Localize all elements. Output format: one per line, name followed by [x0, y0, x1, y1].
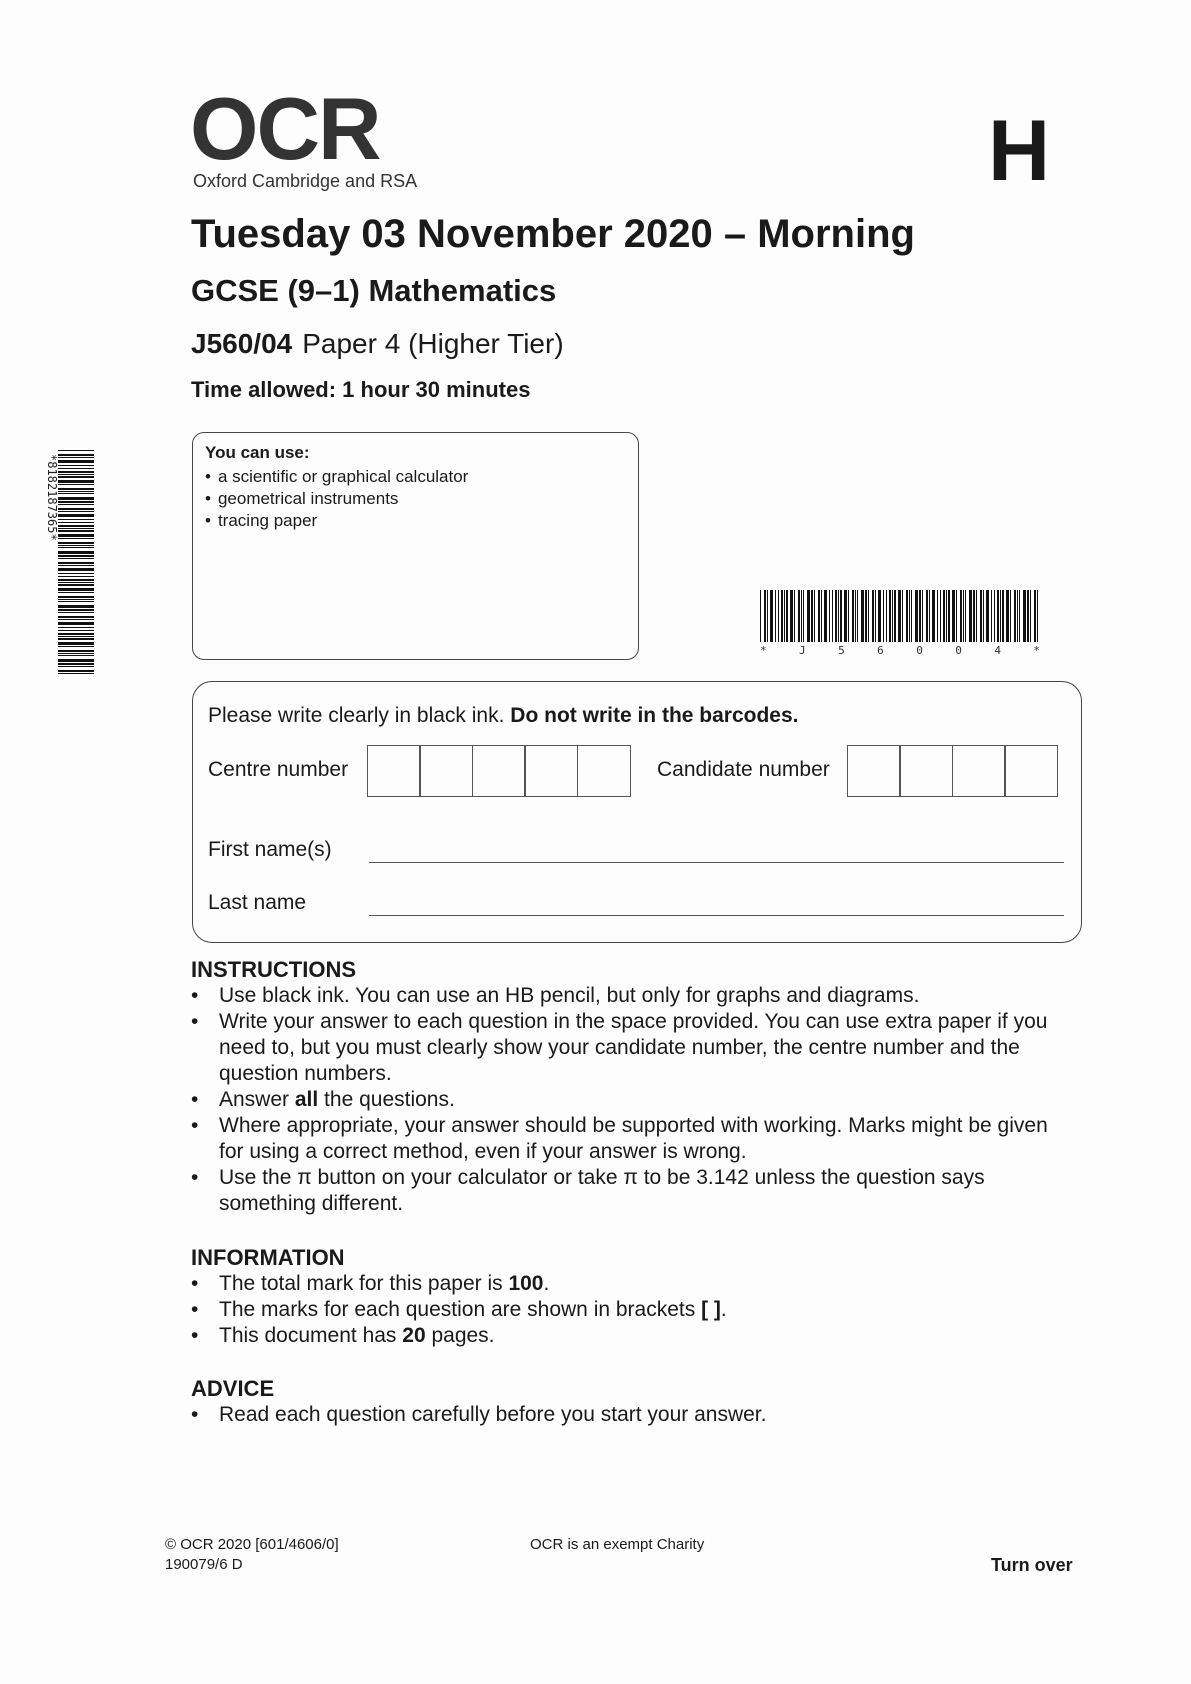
footer-charity: OCR is an exempt Charity [530, 1536, 705, 1553]
barcode-bar [1023, 590, 1026, 642]
barcode-bar [919, 590, 921, 642]
centre-number-cell[interactable] [419, 745, 473, 797]
barcode-bar [991, 590, 992, 642]
instructions-list [191, 983, 1071, 1217]
paper-code: J560/04 [191, 328, 293, 359]
write-notice [208, 704, 799, 728]
barcode-bar [983, 590, 984, 642]
barcode-bar [58, 508, 94, 510]
barcode-bar [58, 636, 94, 637]
barcode-bar [840, 590, 842, 642]
barcode-bar [857, 590, 858, 642]
barcode-bar [58, 619, 94, 620]
barcode-bar [875, 590, 876, 642]
barcode-bar [58, 493, 94, 494]
barcode-bar [58, 568, 94, 571]
information-heading: INFORMATION [191, 1245, 345, 1270]
barcode-bar [838, 590, 839, 642]
barcode-bar [58, 450, 94, 451]
barcode-bar [58, 488, 94, 490]
paper-barcode-graphic [760, 590, 1046, 656]
barcode-bar [798, 590, 800, 642]
equipment-item: • geometrical instruments [205, 488, 626, 510]
barcode-bar [58, 673, 94, 674]
barcode-bar [775, 590, 776, 642]
barcode-bar [58, 576, 94, 577]
barcode-bar [1000, 590, 1001, 642]
barcode-bar [1006, 590, 1009, 642]
barcode-bar [894, 590, 896, 642]
barcode-bar [58, 565, 94, 566]
barcode-bar [58, 596, 94, 598]
advice-item: • Read each question carefully before you start your answer. [191, 1402, 1071, 1428]
barcode-bar [58, 609, 94, 611]
barcode-bar [952, 590, 955, 642]
barcode-bar [878, 590, 881, 642]
barcode-bar [58, 465, 94, 466]
barcode-bar [829, 590, 830, 642]
barcode-bar [58, 491, 94, 492]
paper-title: Paper 4 (Higher Tier) [302, 328, 564, 359]
barcode-bar [994, 590, 995, 642]
barcode-bar [948, 590, 950, 642]
barcode-bar [58, 501, 94, 503]
barcode-bar [58, 653, 94, 654]
barcode-bar [794, 590, 795, 642]
barcode-bar [852, 590, 854, 642]
candidate-number-cell[interactable] [847, 745, 901, 797]
barcode-bar [58, 511, 94, 512]
barcode-bar [963, 590, 964, 642]
barcode-bar [58, 655, 94, 656]
barcode-bar [1010, 590, 1011, 642]
barcode-bar [58, 457, 94, 458]
advice-heading: ADVICE [191, 1376, 275, 1401]
barcode-bar [946, 590, 947, 642]
information-text: pages. [425, 1324, 495, 1347]
side-barcode [42, 450, 97, 678]
candidate-number-cell[interactable] [1004, 745, 1058, 797]
barcode-bar [821, 590, 822, 642]
barcode-bar [976, 590, 977, 642]
barcode-bar [786, 590, 788, 642]
candidate-number-cell[interactable] [952, 745, 1006, 797]
barcode-bar [848, 590, 849, 642]
barcode-bar [58, 528, 94, 529]
instruction-text: Answer [219, 1088, 295, 1111]
barcode-bar [58, 530, 94, 532]
barcode-bar [778, 590, 779, 642]
barcode-bar [943, 590, 945, 642]
barcode-bar [58, 612, 94, 613]
ocr-logo-graphic [190, 84, 450, 194]
paper-barcode-digits: * J 5 6 0 0 4 * [760, 644, 1040, 656]
time-allowed: Time allowed: 1 hour 30 minutes [191, 377, 531, 402]
barcode-bar [58, 663, 94, 665]
barcode-bar [58, 525, 94, 527]
barcode-bar [58, 551, 94, 554]
instruction-item [191, 1087, 1071, 1113]
centre-number-label: Centre number [208, 758, 349, 781]
instructions-heading: INSTRUCTIONS [191, 957, 356, 982]
subject-title: GCSE (9–1) Mathematics [191, 273, 557, 308]
information-text: The total mark for this paper is [219, 1272, 509, 1295]
barcode-bar [898, 590, 901, 642]
barcode-bar [960, 590, 962, 642]
barcode-bar [818, 590, 820, 642]
barcode-bar [58, 638, 94, 640]
barcode-bar [58, 454, 94, 456]
turn-over-label: Turn over [991, 1555, 1073, 1575]
barcode-bar [58, 555, 94, 557]
first-name-field[interactable] [369, 862, 1064, 863]
barcode-bar [915, 590, 918, 642]
barcode-bar [58, 588, 94, 591]
barcode-bar [58, 534, 94, 537]
barcode-bar [764, 590, 766, 642]
barcode-bar [58, 627, 94, 628]
barcode-bar [58, 558, 94, 559]
barcode-bar [803, 590, 804, 642]
barcode-bar [973, 590, 975, 642]
barcode-bar [58, 579, 94, 581]
barcode-bar [58, 592, 94, 593]
barcode-bar [58, 584, 94, 586]
barcode-bar [969, 590, 972, 642]
instruction-item: • Use the π button on your calculator or take π to be 3.142 unless the question says something different. [191, 1165, 1071, 1217]
barcode-bar [58, 630, 94, 631]
information-text: The marks for each question are shown in brackets [219, 1298, 702, 1321]
information-text: . [720, 1298, 727, 1321]
centre-number-cell[interactable] [524, 745, 578, 797]
barcode-bar [932, 590, 935, 642]
barcode-bar [861, 590, 864, 642]
barcode-bar [922, 590, 923, 642]
write-notice-plain: Please write clearly in black ink. [208, 704, 505, 727]
equipment-heading: You can use: [205, 443, 310, 462]
instruction-item: • Use black ink. You can use an HB pencil, but only for graphs and diagrams. [191, 983, 1071, 1009]
information-emphasis: [ ] [701, 1298, 721, 1321]
barcode-bar [58, 471, 94, 473]
barcode-bar [58, 659, 94, 662]
instruction-item: • Write your answer to each question in the space provided. You can use extra paper if you need to, but you must clearly show your candidate number, the centre number and the question numbers. [191, 1009, 1071, 1087]
barcode-bar [58, 622, 94, 625]
barcode-bar [832, 590, 833, 642]
barcode-bar [58, 562, 94, 564]
barcode-bar [58, 497, 94, 500]
barcode-bar [1014, 590, 1016, 642]
barcode-bar [926, 590, 928, 642]
barcode-bar [58, 542, 94, 544]
barcode-bar [811, 590, 813, 642]
barcode-bar [835, 590, 837, 642]
barcode-bar [58, 666, 94, 667]
barcode-bar [58, 646, 94, 647]
barcode-bar [868, 590, 869, 642]
equipment-box [192, 432, 639, 660]
first-name-label: First name(s) [208, 838, 332, 861]
barcode-bar [790, 590, 793, 642]
barcode-bar [909, 590, 910, 642]
barcode-bar [1034, 590, 1036, 642]
information-emphasis: 100 [508, 1272, 544, 1295]
barcode-bar [58, 484, 94, 485]
barcode-bar [1027, 590, 1029, 642]
last-name-field[interactable] [369, 915, 1064, 916]
exam-date: Tuesday 03 November 2020 – Morning [191, 212, 915, 256]
information-list [191, 1271, 1071, 1349]
barcode-bar [801, 590, 802, 642]
information-text: This document has [219, 1324, 403, 1347]
footer-code: 190079/6 D [165, 1556, 243, 1573]
barcode-bar [807, 590, 810, 642]
barcode-bar [1019, 590, 1020, 642]
barcode-bar [886, 590, 887, 642]
barcode-bar [1030, 590, 1031, 642]
instruction-item: • Where appropriate, your answer should be supported with working. Marks might be given for using a correct method, even if your answer is wrong. [191, 1113, 1071, 1165]
barcode-bar [58, 547, 94, 548]
side-barcode-digits: *8182187365* [45, 454, 59, 541]
paper-barcode [760, 590, 1046, 656]
ocr-logo [190, 84, 450, 194]
barcode-bar [1017, 590, 1018, 642]
barcode-bar [997, 590, 999, 642]
barcode-bar [58, 545, 94, 546]
centre-number-cell[interactable] [577, 745, 631, 797]
barcode-bar [956, 590, 957, 642]
svg-text:OCR: OCR [190, 84, 380, 178]
information-emphasis: 20 [402, 1324, 426, 1347]
barcode-bar [58, 460, 94, 463]
barcode-bar [58, 670, 94, 672]
barcode-bar [855, 590, 856, 642]
information-text: . [543, 1272, 550, 1295]
barcode-bar [770, 590, 773, 642]
barcode-bar [980, 590, 982, 642]
barcode-bar [58, 599, 94, 600]
barcode-bar [865, 590, 867, 642]
barcode-bar [58, 474, 94, 475]
barcode-bar [58, 519, 94, 520]
barcode-bar [784, 590, 785, 642]
barcode-bar [929, 590, 930, 642]
candidate-number-cell[interactable] [899, 745, 953, 797]
barcode-bar [1002, 590, 1004, 642]
barcode-bar [965, 590, 966, 642]
footer-copyright: © OCR 2020 [601/4606/0] [165, 1536, 339, 1553]
barcode-bar [1037, 590, 1038, 642]
barcode-bar [911, 590, 912, 642]
barcode-bar [58, 633, 94, 635]
svg-text:Oxford Cambridge and RSA: Oxford Cambridge and RSA [193, 171, 418, 191]
barcode-bar [781, 590, 783, 642]
barcode-bar [58, 538, 94, 539]
barcode-bar [940, 590, 941, 642]
barcode-bar [889, 590, 891, 642]
barcode-bar [58, 642, 94, 645]
equipment-item: • a scientific or graphical calculator [205, 466, 626, 488]
barcode-bar [892, 590, 893, 642]
centre-number-field[interactable] [368, 745, 631, 797]
barcode-bar [872, 590, 874, 642]
barcode-bar [58, 601, 94, 602]
barcode-bar [760, 590, 761, 642]
barcode-bar [844, 590, 847, 642]
candidate-number-label: Candidate number [657, 758, 830, 781]
barcode-bar [58, 650, 94, 652]
barcode-bar [986, 590, 989, 642]
candidate-number-field[interactable] [848, 745, 1058, 797]
barcode-bar [814, 590, 815, 642]
barcode-bar [58, 573, 94, 574]
barcode-bar [767, 590, 768, 642]
barcode-bar [883, 590, 884, 642]
information-item [191, 1297, 1071, 1323]
barcode-bar [824, 590, 827, 642]
barcode-bar [58, 504, 94, 505]
barcode-bar [58, 468, 94, 469]
barcode-bar [58, 582, 94, 583]
last-name-label: Last name [208, 891, 307, 914]
write-notice-bold: Do not write in the barcodes. [510, 704, 799, 727]
instruction-text: the questions. [318, 1088, 455, 1111]
barcode-bar [58, 480, 94, 483]
side-barcode-graphic [42, 450, 97, 678]
barcode-bar [937, 590, 938, 642]
information-item [191, 1323, 1071, 1349]
centre-number-cell[interactable] [472, 745, 526, 797]
tier-letter: H [988, 103, 1051, 199]
equipment-item: • tracing paper [205, 510, 626, 532]
barcode-bar [58, 514, 94, 517]
barcode-bar [902, 590, 903, 642]
centre-number-cell[interactable] [367, 745, 421, 797]
information-item [191, 1271, 1071, 1297]
barcode-bar [58, 522, 94, 523]
barcode-bar [58, 476, 94, 478]
paper-line [191, 328, 564, 360]
barcode-bar [906, 590, 908, 642]
barcode-bar [58, 616, 94, 618]
advice-list [191, 1402, 1071, 1428]
instruction-emphasis: all [294, 1088, 319, 1111]
barcode-bar [58, 605, 94, 608]
